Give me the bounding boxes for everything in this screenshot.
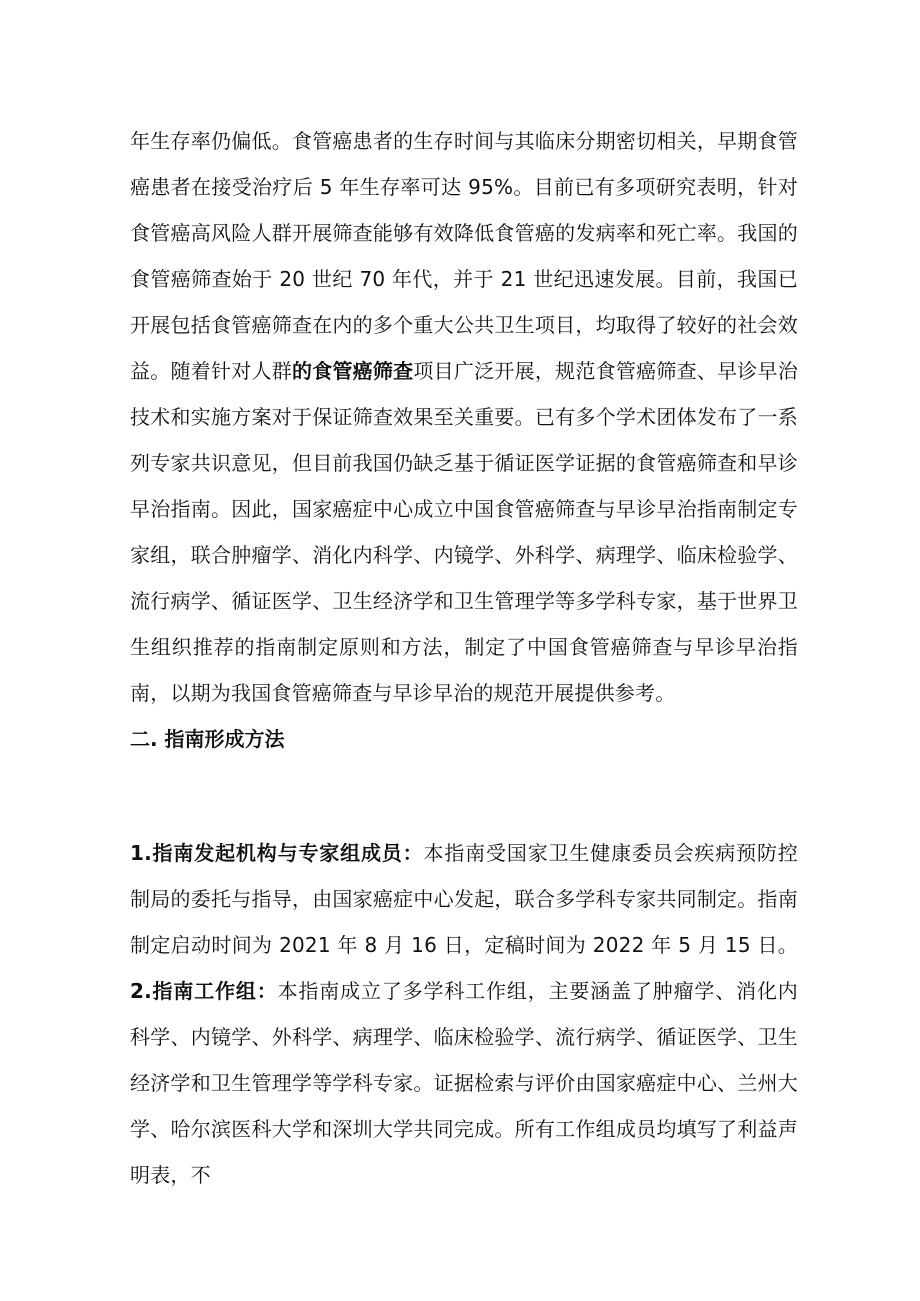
method-paragraph bbox=[130, 830, 798, 1198]
method-subheading-1: 1.指南发起机构与专家组成员： bbox=[130, 841, 424, 865]
section-spacer bbox=[130, 762, 798, 830]
method-text-1: 本指南受国家卫生健康委员会疾病预防控制局的委托与指导，由国家癌症中心发起，联合多学科专家共同制定。指南制定启动时间为 2021 年 8 月 16 日，定稿时间为 2022 年 5 月 15 日。 bbox=[130, 841, 798, 957]
intro-bold-phrase: 的食管癌筛查 bbox=[291, 359, 414, 383]
document-page bbox=[130, 118, 798, 1198]
section-heading: 二. 指南形成方法 bbox=[130, 727, 285, 751]
method-subheading-2: 2.指南工作组： bbox=[130, 979, 278, 1003]
intro-text-part-1: 年生存率仍偏低。食管癌患者的生存时间与其临床分期密切相关，早期食管癌患者在接受治疗后 5 年生存率可达 95%。目前已有多项研究表明，针对食管癌高风险人群开展筛查能够有效降低食管癌的发病率和死亡率。我国的食管癌筛查始于 20 世纪 70 年代，并于 21 世纪迅速发展。目前，我国已开展包括食管癌筛查在内的多个重大公共卫生项目，均取得了较好的社会效益。随着针对人群 bbox=[130, 129, 798, 383]
intro-text-part-2: 项目广泛开展，规范食管癌筛查、早诊早治技术和实施方案对于保证筛查效果至关重要。已有多个学术团体发布了一系列专家共识意见，但目前我国仍缺乏基于循证医学证据的食管癌筛查和早诊早治指南。因此，国家癌症中心成立中国食管癌筛查与早诊早治指南制定专家组，联合肿瘤学、消化内科学、内镜学、外科学、病理学、临床检验学、流行病学、循证医学、卫生经济学和卫生管理学等多学科专家，基于世界卫生组织推荐的指南制定原则和方法，制定了中国食管癌筛查与早诊早治指南，以期为我国食管癌筛查与早诊早治的规范开展提供参考。 bbox=[130, 359, 798, 705]
method-text-2: 本指南成立了多学科工作组，主要涵盖了肿瘤学、消化内科学、内镜学、外科学、病理学、临床检验学、流行病学、循证医学、卫生经济学和卫生管理学等学科专家。证据检索与评价由国家癌症中心、兰州大学、哈尔滨医科大学和深圳大学共同完成。所有工作组成员均填写了利益声明表，不 bbox=[130, 979, 798, 1187]
intro-paragraph bbox=[130, 118, 798, 716]
